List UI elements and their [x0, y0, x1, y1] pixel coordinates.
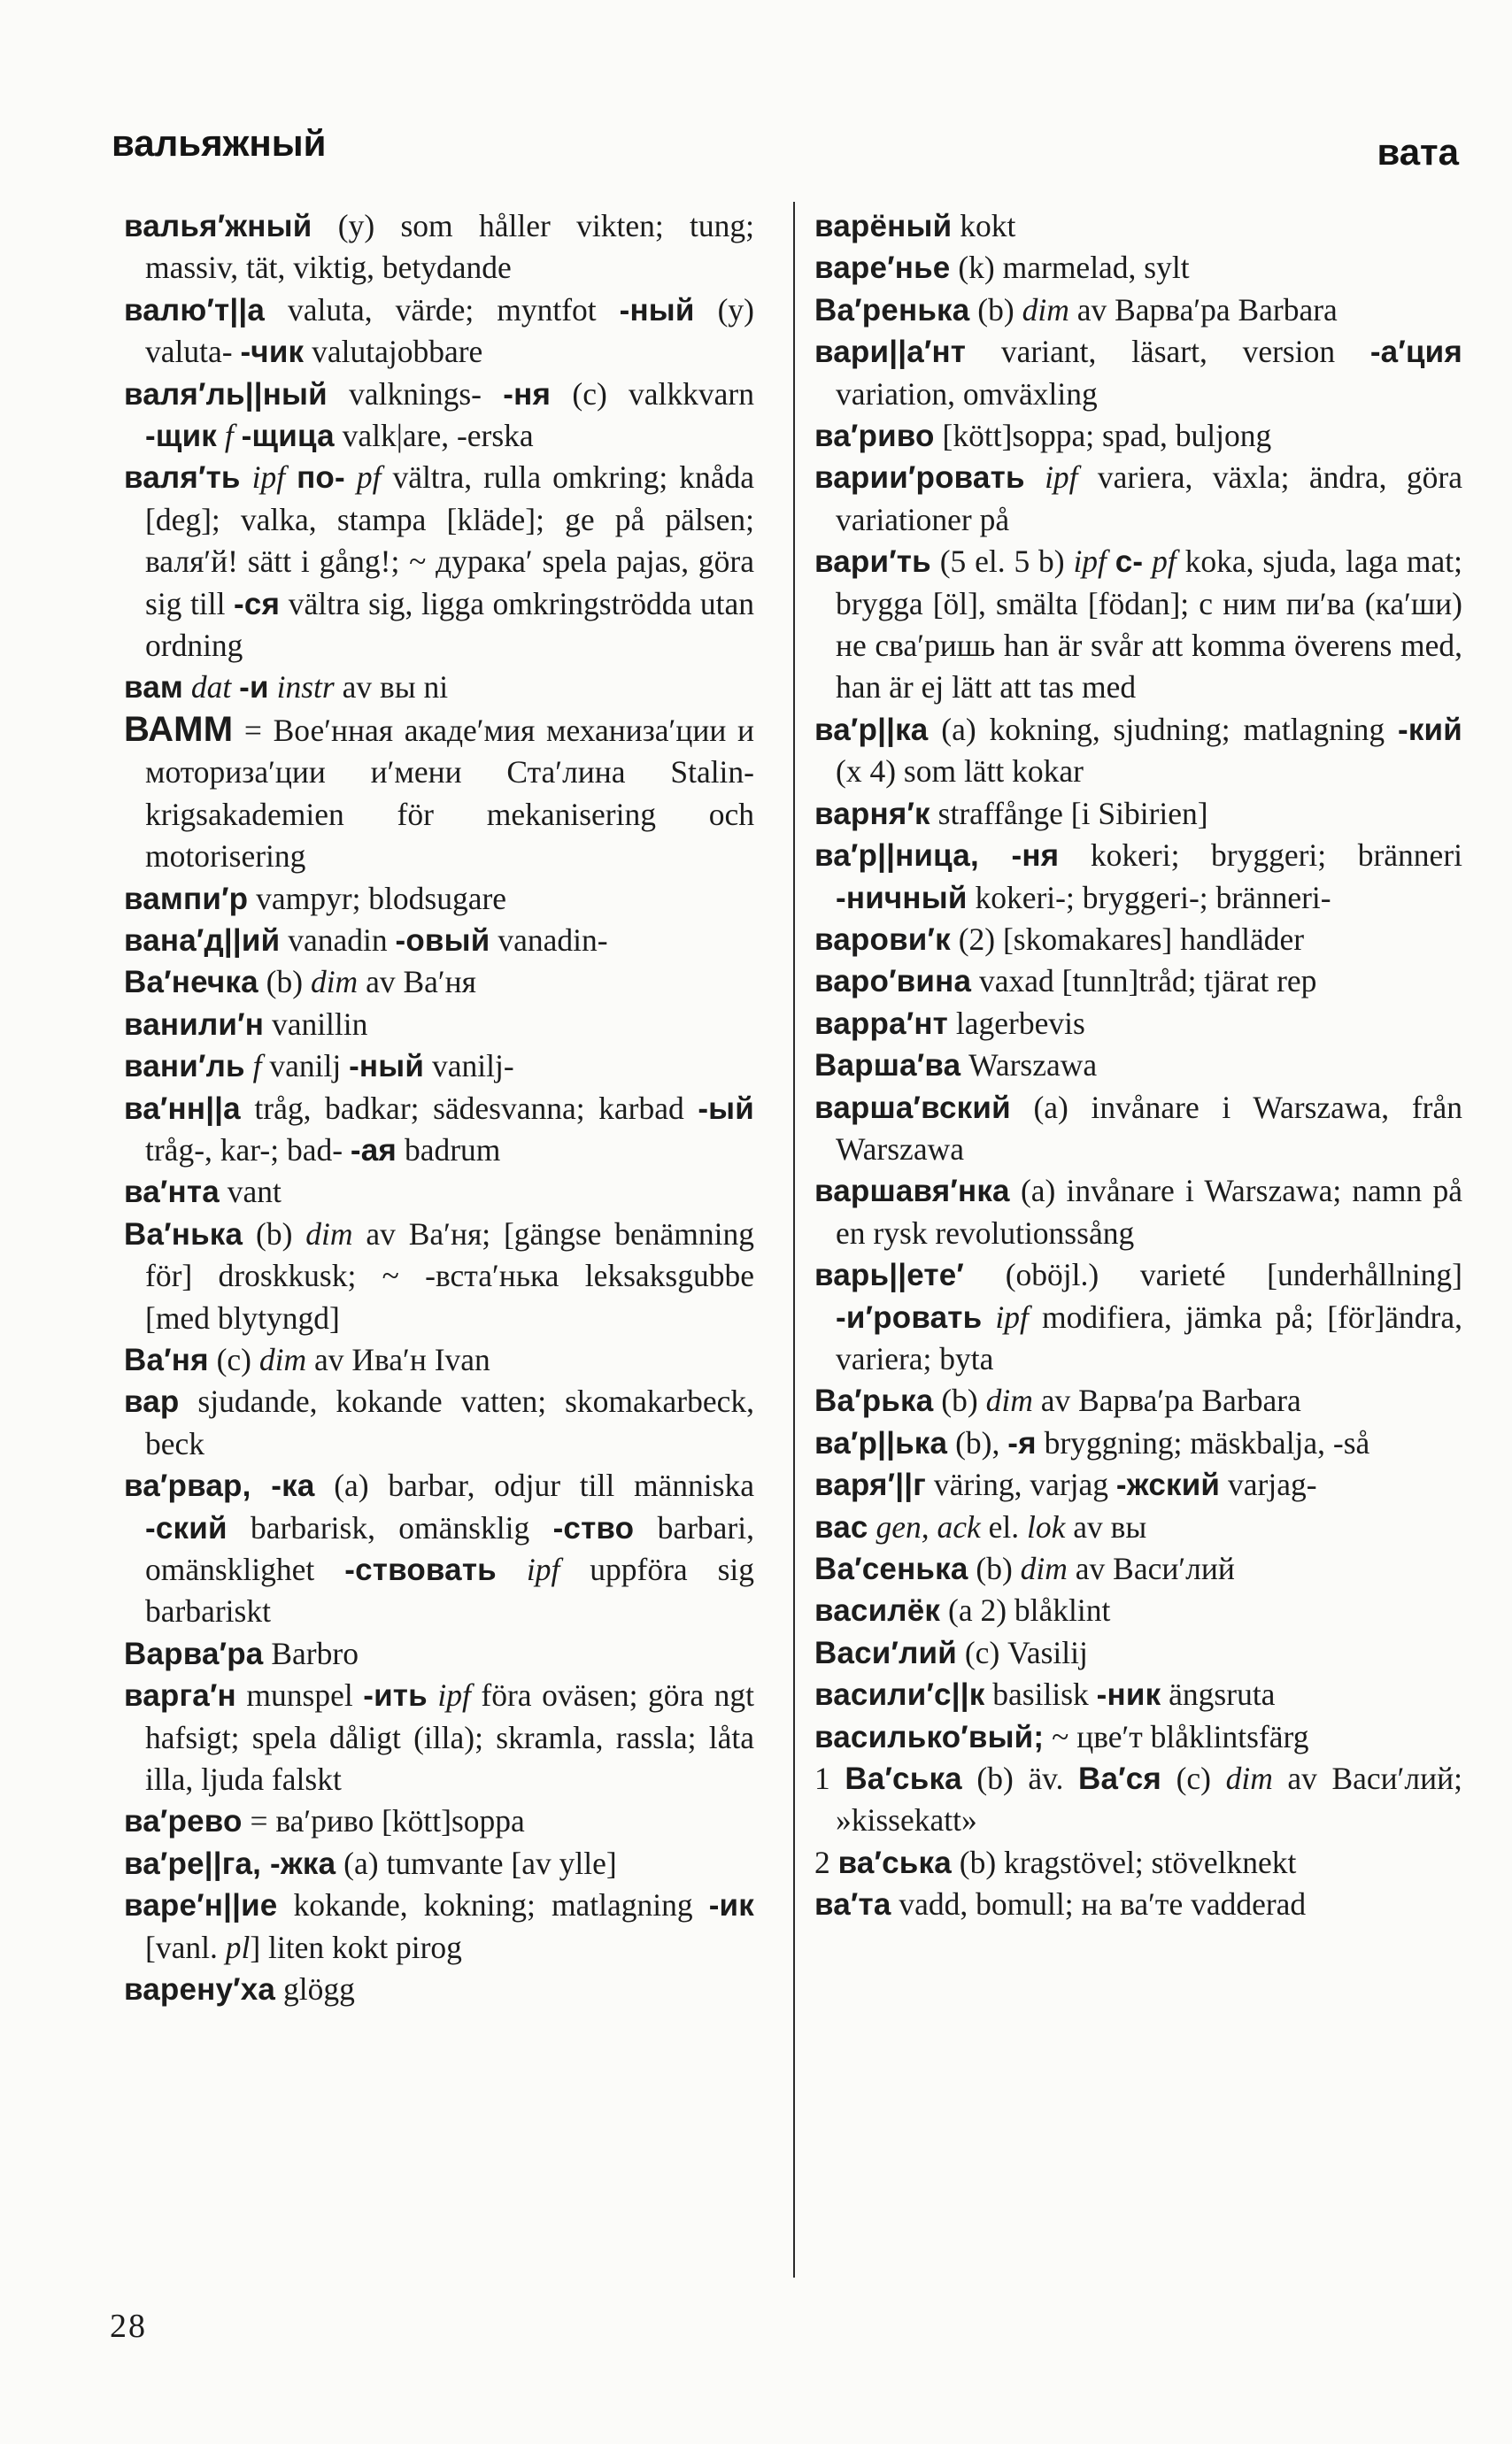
entry-headword: Варша′ва: [814, 1048, 961, 1083]
entry-text: kokeri-; bryggeri-; bränneri-: [967, 879, 1331, 915]
entry-text: av Васи′лий; »kissekatt»: [836, 1761, 1462, 1839]
entry-derivative: -щица: [241, 419, 335, 454]
dictionary-entry: [814, 1716, 1462, 1758]
entry-text: Barbro: [263, 1635, 359, 1671]
entry-headword: ВАММ: [124, 709, 234, 749]
entry-headword: ва′р||ница, -ня: [814, 838, 1060, 874]
entry-text: ängsruta: [1161, 1677, 1276, 1713]
entry-derivative: -ся: [234, 586, 281, 621]
dictionary-entry: [814, 247, 1462, 289]
entry-derivative: -ничный: [836, 880, 968, 915]
dictionary-entry: [814, 1842, 1462, 1884]
dictionary-entry: [814, 1045, 1462, 1086]
entry-headword: варии′ровать: [814, 460, 1025, 496]
entry-headword: ва′риво: [814, 419, 935, 454]
entry-text: [183, 669, 191, 705]
dictionary-entry: [124, 1843, 754, 1885]
entry-text: (k) marmelad, sylt: [950, 250, 1190, 286]
entry-text: (b): [258, 964, 311, 1000]
entry-grammar-label: f: [252, 1048, 262, 1084]
dictionary-entry: [814, 1170, 1462, 1254]
entry-headword: варь||ете′: [814, 1258, 965, 1293]
entry-text: (a) invånare i Warszawa, från Warszawa: [836, 1089, 1462, 1167]
entry-text: = Вое′нная акаде′мия механиза′ции и моториза′ции и′мени Ста′лина Stalin-krigsakademien för mekanisering och motorisering: [145, 712, 754, 875]
entry-text: valknings-: [327, 375, 504, 412]
entry-headword: вар: [124, 1384, 180, 1420]
entry-headword: вампи′р: [124, 881, 249, 916]
entry-headword: варра′нт: [814, 1006, 949, 1041]
entry-text: (a) tumvante [av ylle]: [336, 1845, 617, 1881]
entry-headword: валя′ль||ный: [124, 376, 328, 412]
entry-text: av Ва′ня: [358, 964, 476, 1000]
dictionary-entry: [124, 1969, 754, 2010]
dictionary-entry: [124, 1088, 754, 1172]
dictionary-entry: [814, 1758, 1462, 1842]
entry-text: [231, 669, 239, 705]
dictionary-entry: [814, 1884, 1462, 1925]
entry-grammar-label: ipf: [995, 1299, 1029, 1335]
entry-text: [1025, 459, 1045, 495]
dictionary-entry: [814, 1254, 1462, 1380]
dictionary-entry: [124, 205, 754, 289]
entry-headword: ва′ська: [837, 1845, 952, 1880]
entry-derivative: -жский: [1115, 1468, 1221, 1503]
dictionary-entry: [814, 1632, 1462, 1674]
entry-text: kokande, kokning; matlagning: [277, 1887, 709, 1924]
entry-grammar-label: dim: [985, 1383, 1033, 1419]
dictionary-entry: [124, 1045, 754, 1087]
dictionary-entry: [124, 1465, 754, 1633]
entry-headword: валья′жный: [124, 209, 312, 243]
entry-text: 2: [814, 1844, 838, 1880]
entry-headword: варе′нье: [814, 251, 951, 286]
entry-text: (y) som håller vikten; tung; massiv, tät, viktig, betydande: [145, 208, 754, 286]
entry-text: av Васи′лий: [1067, 1551, 1235, 1586]
entry-headword: вари′ть: [814, 544, 931, 580]
entry-headword: варня′к: [814, 796, 930, 831]
dictionary-entry: [814, 457, 1462, 541]
entry-text: [vanl.: [145, 1929, 226, 1965]
entry-text: barbarisk, omänsklig: [227, 1509, 553, 1546]
entry-grammar-label: pf: [356, 459, 382, 496]
dictionary-entry: [814, 1548, 1462, 1590]
entry-headword: Ва′рька: [814, 1384, 934, 1419]
entry-text: vältra sig, ligga omkringströdda utan ordning: [145, 585, 754, 664]
entry-derivative: -ство: [552, 1510, 635, 1546]
entry-text: av Ива′н Ivan: [306, 1341, 490, 1377]
entry-text: vanillin: [264, 1006, 368, 1042]
entry-text: valutajobbare: [304, 334, 483, 370]
entry-text: (y) valuta-: [145, 291, 754, 370]
dictionary-entry: [814, 331, 1462, 415]
entry-grammar-label: dim: [1225, 1761, 1273, 1797]
entry-text: [1107, 544, 1115, 579]
entry-grammar-label: ipf: [437, 1677, 471, 1714]
page-number: 28: [110, 2308, 147, 2345]
entry-text: barbari, omänsklighet: [145, 1509, 754, 1587]
entry-text: [345, 459, 357, 495]
entry-text: basilisk: [984, 1677, 1097, 1713]
entry-headword: ва′та: [814, 1887, 891, 1923]
entry-headword: вари||а′нт: [814, 335, 967, 370]
entry-text: [1143, 544, 1152, 579]
running-head-left: вальяжный: [112, 122, 327, 164]
dictionary-entry: [124, 374, 754, 458]
entry-text: badrum: [397, 1131, 501, 1168]
entry-text: 1: [814, 1761, 845, 1797]
dictionary-entry: [814, 1464, 1462, 1506]
entry-headword: варо′вина: [814, 964, 972, 999]
dictionary-entry: [124, 289, 754, 374]
entry-headword: варша′вский: [814, 1090, 1011, 1125]
entry-text: valuta, värde; myntfot: [265, 291, 620, 328]
entry-headword: ва′р||ка: [814, 712, 929, 747]
entry-grammar-label: dat: [190, 669, 232, 705]
entry-text: modifiera, jämka på; [för]ändra, variera; byta: [836, 1299, 1462, 1376]
entry-text: vaxad [tunn]tråd; tjärat rep: [971, 963, 1317, 999]
dictionary-entry: [124, 1633, 754, 1675]
entry-derivative: -ный: [619, 292, 695, 328]
entry-text: tråg-, kar-; bad-: [145, 1131, 351, 1168]
entry-text: sjudande, kokande vatten; skomakarbeck, beck: [145, 1384, 754, 1461]
entry-text: glögg: [275, 1971, 355, 2008]
dictionary-entry: [124, 709, 754, 878]
entry-derivative: -ный: [349, 1049, 425, 1084]
entry-text: vanilj: [261, 1048, 350, 1084]
entry-derivative: -ня: [503, 376, 552, 412]
dictionary-entry: [814, 1507, 1462, 1548]
entry-headword: ванили′н: [124, 1006, 265, 1042]
entry-text: [241, 459, 252, 495]
entry-text: (x 4) som lätt kokar: [836, 753, 1084, 790]
dictionary-entry: [124, 1381, 754, 1465]
entry-text: koka, sjuda, laga mat; brygga [öl], smälta [födan]; с ним пи′ва (ка′ши) не сва′ришь han är svår att komma överens med, han är ej lätt att tas med: [836, 544, 1463, 705]
entry-derivative: -овый: [395, 922, 490, 958]
entry-text: (a 2) blåklint: [940, 1592, 1111, 1629]
entry-text: tråg, badkar; sädesvanna; karbad: [240, 1090, 698, 1126]
entry-grammar-label: dim: [305, 1215, 353, 1252]
dictionary-entry: [814, 415, 1462, 457]
entry-text: av Варва′ра Barbara: [1032, 1383, 1301, 1419]
entry-text: kokt: [952, 208, 1016, 243]
entry-text: variant, läsart, version: [966, 334, 1370, 370]
entry-text: [kött]soppa; spad, buljong: [934, 418, 1272, 454]
entry-derivative: -ствовать: [344, 1553, 497, 1587]
dictionary-entry: [814, 960, 1462, 1002]
entry-text: (b) äv.: [961, 1761, 1078, 1797]
entry-headword: валю′т||а: [124, 292, 266, 328]
entry-headword: варови′к: [814, 921, 951, 957]
entry-grammar-label: dim: [258, 1341, 307, 1377]
dictionary-entry: [124, 667, 754, 708]
entry-grammar-label: gen, ack: [876, 1508, 981, 1545]
entry-text: el.: [980, 1508, 1027, 1545]
entry-text: Warszawa: [960, 1047, 1098, 1083]
entry-text: uppföra sig barbariskt: [145, 1552, 755, 1630]
dictionary-entry: [814, 1003, 1462, 1045]
entry-headword: Ва′ся: [1078, 1762, 1162, 1797]
dictionary-entry: [124, 1800, 754, 1842]
entry-text: [982, 1299, 995, 1335]
entry-text: föra oväsen; göra ngt hafsigt; spela dåligt (illa); skramla, rassla; låta illa, ljuda falskt: [145, 1677, 754, 1798]
entry-text: (b): [933, 1383, 986, 1419]
entry-derivative: -чик: [240, 335, 305, 370]
entry-headword: Васи′лий: [814, 1635, 957, 1670]
entry-headword: Ва′сенька: [814, 1552, 968, 1586]
entry-text: [497, 1552, 527, 1587]
entry-text: av Варва′ра Barbara: [1068, 291, 1338, 328]
entry-text: (b): [968, 1551, 1021, 1586]
entry-derivative: -я: [1007, 1425, 1037, 1461]
entry-grammar-label: dim: [1022, 291, 1069, 328]
entry-text: (c) Vasilij: [956, 1634, 1088, 1670]
entry-text: (c): [1161, 1761, 1226, 1797]
entry-headword: Ва′ня: [124, 1342, 209, 1377]
entry-text: vadd, bomull; на ва′те vadderad: [891, 1886, 1307, 1923]
entry-derivative: -ник: [1096, 1677, 1161, 1713]
entry-headword: Ва′нечка: [124, 965, 258, 1000]
entry-headword: Варва′ра: [124, 1636, 264, 1671]
dictionary-entry: [814, 1087, 1462, 1171]
dictionary-entry: [814, 709, 1462, 793]
entry-headword: ва′нта: [124, 1175, 220, 1210]
entry-text: vant: [219, 1174, 282, 1210]
entry-text: vältra, rulla omkring; knåda [deg]; valka, stampa [kläde]; ge på pälsen; валя′й! sätt i gång!; ~ дурака′ spela pajas, göra sig till: [145, 459, 755, 621]
entry-text: munspel: [235, 1677, 364, 1714]
entry-headword: ва′рвар, -ка: [124, 1469, 315, 1504]
dictionary-column-right: [814, 205, 1462, 1926]
entry-text: vanadin-: [490, 921, 608, 958]
entry-text: (c): [208, 1341, 259, 1377]
entry-text: vanadin: [280, 921, 396, 958]
dictionary-entry: [814, 1590, 1462, 1631]
entry-headword: василёк: [814, 1593, 941, 1629]
dictionary-entry: [814, 919, 1462, 960]
dictionary-entry: [814, 1422, 1462, 1464]
entry-derivative: -ский: [145, 1510, 228, 1546]
entry-headword: Ва′нька: [124, 1216, 243, 1252]
entry-text: av вы: [1065, 1508, 1147, 1545]
entry-text: vanilj-: [424, 1048, 514, 1084]
entry-grammar-label: ipf: [1073, 544, 1107, 580]
entry-headword: варя′||г: [814, 1468, 927, 1503]
column-divider: [793, 202, 795, 2278]
entry-text: varjag-: [1220, 1467, 1317, 1503]
entry-headword: варе′н||ие: [124, 1888, 278, 1924]
entry-derivative: по-: [297, 460, 345, 496]
entry-headword: ва′ре||га, -жка: [124, 1846, 336, 1881]
entry-text: ] liten kokt pirog: [250, 1929, 462, 1965]
entry-headword: валя′ть: [124, 460, 241, 496]
entry-derivative: -и′ровать: [836, 1299, 983, 1335]
entry-grammar-label: ipf: [1045, 459, 1078, 496]
entry-derivative: -ить: [363, 1678, 428, 1714]
dictionary-entry: [124, 457, 754, 667]
entry-grammar-label: pf: [1152, 544, 1176, 580]
entry-headword: вана′д||ий: [124, 922, 281, 958]
dictionary-entry: [814, 289, 1462, 331]
dictionary-entry: [124, 1675, 754, 1800]
dictionary-entry: [814, 541, 1462, 709]
entry-text: av вы ni: [334, 669, 449, 705]
entry-text: (oböjl.) varieté [underhållning]: [964, 1257, 1462, 1293]
entry-grammar-label: f: [224, 418, 234, 454]
entry-text: av Ва′ня; [gängse benämning för] droskkusk; ~ -вста′нька leksaksgubbe [med blytyngd]: [145, 1215, 754, 1336]
entry-derivative: -ый: [698, 1091, 754, 1126]
dictionary-entry: [124, 961, 754, 1003]
entry-headword: варену′ха: [124, 1972, 276, 2008]
entry-text: lagerbevis: [948, 1005, 1085, 1041]
entry-text: (c) valkkvarn: [551, 375, 754, 412]
entry-text: (b) kragstövel; stövelknekt: [951, 1844, 1297, 1880]
entry-text: [269, 669, 277, 705]
entry-text: (2) [skomakares] handläder: [950, 921, 1305, 957]
entry-text: = ва′риво [kött]soppa: [242, 1803, 525, 1839]
entry-derivative: -ая: [350, 1132, 397, 1168]
dictionary-entry: [814, 793, 1462, 835]
entry-headword: василько′вый;: [814, 1719, 1045, 1754]
entry-grammar-label: lok: [1027, 1508, 1066, 1545]
entry-text: vampyr; blodsugare: [248, 880, 507, 916]
entry-headword: вас: [814, 1509, 868, 1545]
entry-derivative: -а′ция: [1369, 335, 1462, 370]
entry-headword: вам: [124, 670, 184, 705]
entry-derivative: с-: [1115, 544, 1144, 580]
entry-headword: ва′нн||а: [124, 1091, 241, 1126]
dictionary-entry: [814, 1674, 1462, 1715]
dictionary-entry: [124, 1339, 754, 1381]
dictionary-entry: [124, 1214, 754, 1339]
entry-text: [428, 1677, 438, 1713]
running-head-right: вата: [1377, 131, 1459, 173]
entry-headword: Ва′ська: [845, 1762, 962, 1797]
entry-headword: ва′рево: [124, 1804, 243, 1839]
entry-text: (b): [243, 1215, 306, 1252]
dictionary-column-left: [124, 205, 754, 2010]
entry-text: [285, 459, 297, 495]
entry-text: [234, 418, 242, 453]
entry-text: kokeri; bryggeri; bränneri: [1059, 837, 1462, 874]
entry-text: (a) kokning, sjudning; matlagning: [928, 711, 1398, 747]
entry-grammar-label: dim: [1020, 1551, 1068, 1586]
entry-text: valk|are, -erska: [334, 418, 534, 454]
entry-text: [245, 1048, 253, 1083]
entry-grammar-label: instr: [276, 669, 335, 705]
entry-derivative: -щик: [145, 419, 218, 454]
entry-text: (5 el. 5 b): [930, 544, 1074, 580]
dictionary-entry: [124, 1885, 754, 1969]
entry-headword: ва′р||ька: [814, 1425, 948, 1461]
entry-grammar-label: ipf: [251, 459, 286, 496]
entry-headword: варёный: [814, 209, 953, 243]
entry-grammar-label: pl: [225, 1929, 251, 1965]
dictionary-entry: [124, 878, 754, 920]
entry-text: ~ цве′т blåklintsfärg: [1044, 1718, 1309, 1754]
entry-derivative: -кий: [1397, 712, 1462, 747]
entry-headword: варшавя′нка: [814, 1174, 1010, 1209]
dictionary-entry: [124, 920, 754, 961]
entry-text: väring, varjag: [926, 1467, 1116, 1503]
entry-grammar-label: ipf: [526, 1552, 560, 1587]
entry-text: (b): [969, 291, 1022, 328]
entry-text: (a) barbar, odjur till människa: [314, 1468, 754, 1504]
dictionary-entry: [124, 1004, 754, 1045]
entry-derivative: -ик: [708, 1888, 754, 1924]
entry-text: bryggning; mäskbalja, -så: [1036, 1424, 1370, 1461]
entry-text: variera, växla; ändra, göra variationer på: [836, 459, 1463, 537]
entry-headword: Ва′ренька: [814, 292, 970, 328]
entry-text: (a) invånare i Warszawa; namn på en rysk revolutionssång: [836, 1173, 1462, 1251]
entry-grammar-label: dim: [310, 964, 359, 1000]
entry-text: (b),: [947, 1424, 1008, 1461]
dictionary-entry: [814, 205, 1462, 247]
entry-headword: васили′с||к: [814, 1677, 985, 1713]
entry-text: straffånge [i Sibirien]: [930, 795, 1208, 831]
entry-text: variation, omväxling: [836, 375, 1098, 412]
entry-text: [217, 418, 225, 453]
dictionary-entry: [814, 835, 1462, 919]
dictionary-entry: [124, 1171, 754, 1213]
entry-headword: варга′н: [124, 1678, 236, 1714]
entry-derivative: -и: [239, 670, 269, 705]
dictionary-entry: [814, 1380, 1462, 1422]
entry-headword: вани′ль: [124, 1049, 245, 1084]
